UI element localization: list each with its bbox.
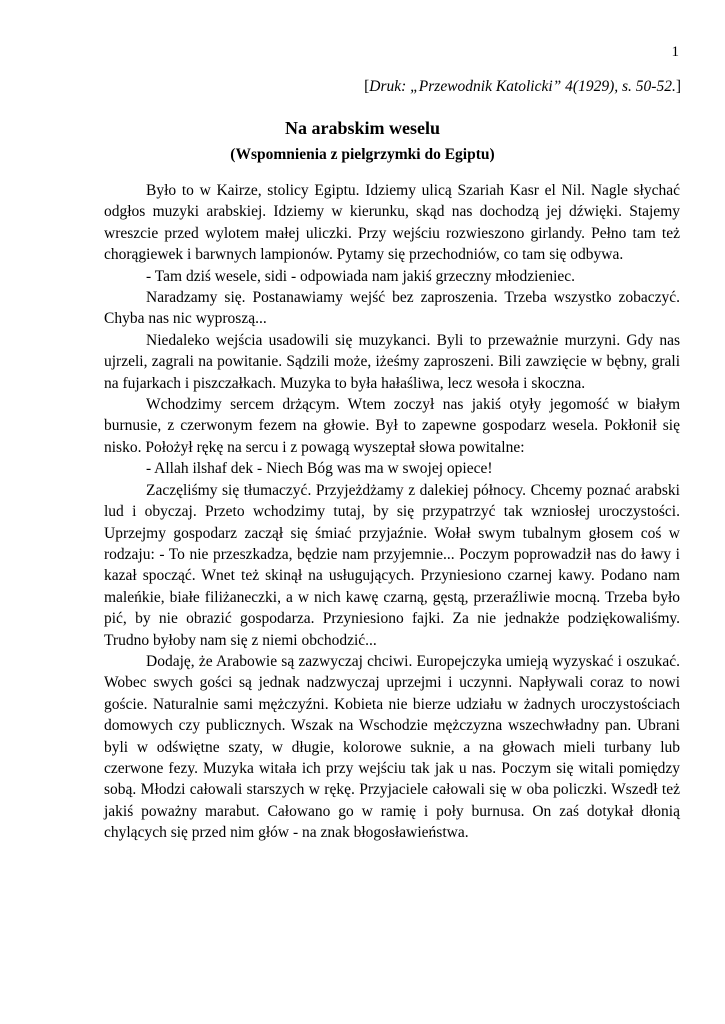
source-open-bracket: [: [364, 78, 370, 95]
paragraph: - Tam dziś wesele, sidi - odpowiada nam jakiś grzeczny młodzieniec.: [146, 267, 576, 285]
source-text: Druk: „Przewodnik Katolicki” 4(1929), s. 50-52.: [369, 78, 676, 95]
source-close-bracket: ]: [675, 78, 681, 95]
paragraph: Było to w Kairze, stolicy Egiptu. Idziemy ulicą Szariah Kasr el Nil. Nagle słychać odgłos muzyki arabskiej. Idziemy w kierunku, skąd nas dochodzą jej dźwięki. Stajemy wreszcie przed wylotem małej uliczki. Przy wejściu rozwieszono girlandy. Pełno tam też chorągiewek i barwnych lampionów. Pytamy się przechodniów, co tam się odbywa.: [104, 182, 680, 264]
source-citation: [364, 76, 681, 97]
body-text: [104, 180, 680, 844]
document-title: Na arabskim weselu: [284, 118, 440, 138]
paragraph: Wchodzimy sercem drżącym. Wtem zoczył nas jakiś otyły jegomość w białym burnusie, z czerwonym fezem na głowie. Był to zapewne gospodarz wesela. Pokłonił się nisko. Położył rękę na sercu i z powagą wyszeptał słowa powitalne:: [104, 396, 680, 456]
paragraph: Niedaleko wejścia usadowili się muzykanci. Byli to przeważnie murzyni. Gdy nas ujrzeli, zagrali na powitanie. Sądzili może, iżeśmy zaproszeni. Bili zawzięcie w bębny, grali na fujarkach i piszczałkach. Muzyka to była hałaśliwa, lecz wesoła i skoczna.: [104, 331, 680, 392]
paragraph: Naradzamy się. Postanawiamy wejść bez zaproszenia. Trzeba wszystko zobaczyć. Chyba nas nic wyproszą...: [104, 289, 680, 328]
document-subtitle: (Wspomnienia z pielgrzymki do Egiptu): [230, 146, 495, 163]
paragraph: Zaczęliśmy się tłumaczyć. Przyjeżdżamy z dalekiej północy. Chcemy poznać arabski lud i obyczaj. Przeto wchodzimy tutaj, by się przypatrzyć tak wzniosłej uroczystości. Uprzejmy gospodarz zaczął się śmiać przyjaźnie. Wołał swym tubalnym głosem coś w rodzaju: - To nie przeszkadza, będzie nam przyjemnie... Poczym poprowadził nas do ławy i kazał spocząć. Wnet też skinął na usługujących. Przyniesiono czarnej kawy. Podano nam maleńkie, białe filiżaneczki, a w nich kawę czarną, gęstą, przeraźliwie mocną. Trzeba było pić, by nie obrazić gospodarza. Przyniesiono fajki. Za nie jednakże podziękowaliśmy. Trudno byłoby nam się z niemi obchodzić...: [104, 481, 680, 649]
paragraph: - Allah ilshaf dek - Niech Bóg was ma w swojej opiece!: [146, 460, 493, 478]
paragraph: Dodaję, że Arabowie są zazwyczaj chciwi. Europejczyka umieją wyzyskać i oszukać. Wobec swych gości są jednak nadzwyczaj uprzejmi i uczynni. Napływali coraz to nowi goście. Naturalnie sami mężczyźni. Kobieta nie bierze udziału w żadnych uroczystościach domowych czy publicznych. Wszak na Wschodzie mężczyzna wszechwładny pan. Ubrani byli w odświętne szaty, w długie, kolorowe suknie, a na głowach mieli turbany lub czerwone fezy. Muzyka witała ich przy wejściu tak jak u nas. Poczym się witali pomiędzy sobą. Młodzi całowali starszych w rękę. Przyjaciele całowali się w oba policzki. Wszedł też jakiś poważny marabut. Całowano go w ramię i poły burnusa. On zaś dotykał dłonią chylących się przed nim głów - na znak błogosławieństwa.: [104, 652, 680, 842]
page-number: 1: [671, 44, 679, 60]
